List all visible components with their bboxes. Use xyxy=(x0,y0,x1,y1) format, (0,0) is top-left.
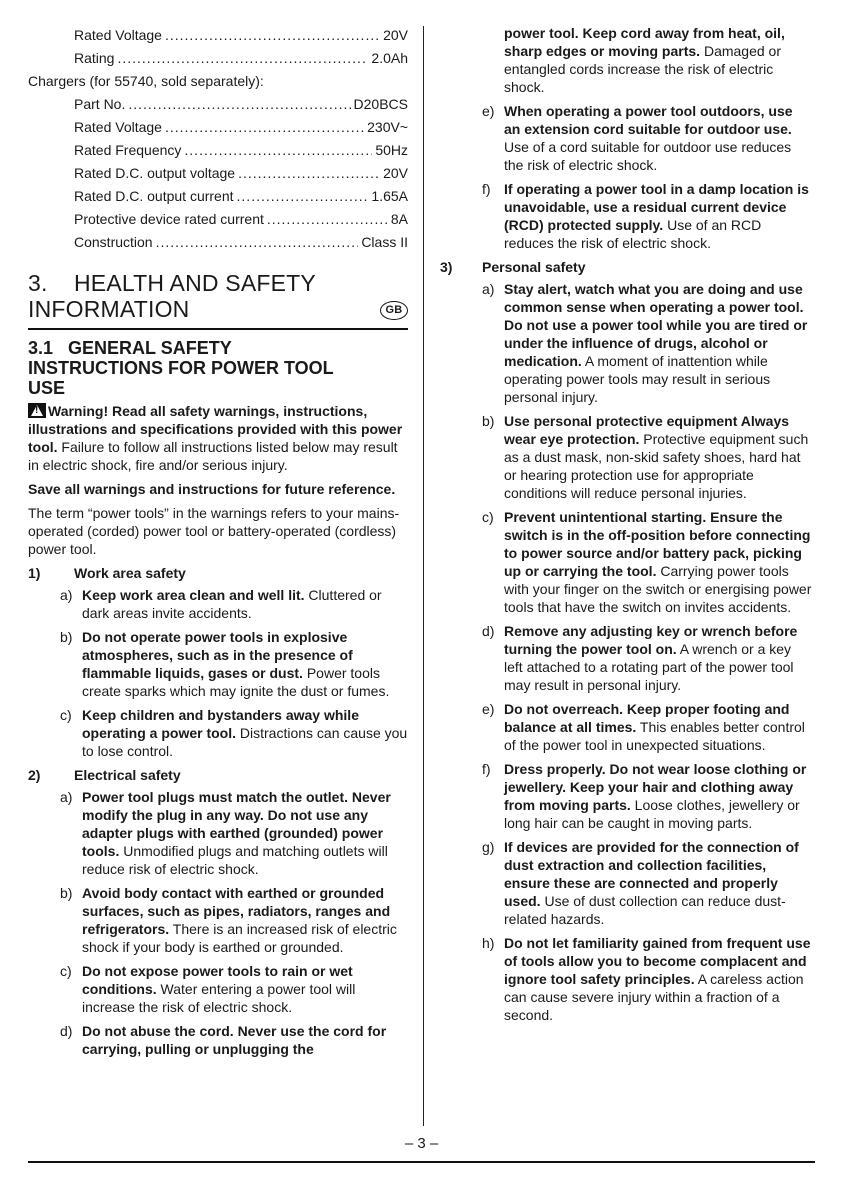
item-bold: Do not overreach. Keep proper footing and balance at all times. xyxy=(504,701,790,735)
spec-leader-dots xyxy=(165,24,380,47)
spec-leader-dots xyxy=(156,231,359,254)
warning-bold: Warning! Read all safety warnings, instructions, illustrations and specifications provided with this power tool. xyxy=(28,402,403,455)
item-plain: There is an increased risk of electric shock if your body is earthed or grounded. xyxy=(82,920,397,955)
section-num: 2) xyxy=(28,766,41,783)
item-text xyxy=(504,508,812,616)
section-title-line1: HEALTH AND SAFETY xyxy=(74,270,316,296)
item-plain: Use of dust collection can reduce dust-related hazards. xyxy=(504,893,786,927)
item-bold: Remove any adjusting key or wrench before turning the power tool on. xyxy=(504,623,798,657)
item-plain: Use of a cord suitable for outdoor use reduces the risk of electric shock. xyxy=(504,139,792,173)
left-column xyxy=(28,24,408,1064)
section-title-line2: INFORMATION xyxy=(28,296,190,322)
item-bold: Stay alert, watch what you are doing and use common sense when operating a power tool. Do not use a power tool while you are tired or under the influence of drugs, alcohol or medication. xyxy=(504,281,808,369)
item-plain: Power tools create sparks which may ignite the dust or fumes. xyxy=(82,664,390,699)
item-plain: Cluttered or dark areas invite accidents. xyxy=(82,586,382,621)
spec-label: Part No. xyxy=(74,96,126,112)
item-text xyxy=(82,788,408,878)
section-title: Electrical safety xyxy=(74,766,181,783)
item-letter: c) xyxy=(60,706,72,723)
list-item xyxy=(482,700,812,754)
list-item xyxy=(60,884,408,956)
item-text xyxy=(504,622,812,694)
spec-leader-dots xyxy=(184,139,372,162)
item-letter: d) xyxy=(482,623,495,639)
item-bold: Do not operate power tools in explosive atmospheres, such as in the presence of flammable liquids, gases or dust. xyxy=(82,628,353,681)
item-plain: A careless action can cause severe injury within a fraction of a second. xyxy=(504,971,804,1023)
item-letter: a) xyxy=(482,281,495,297)
list-item xyxy=(482,760,812,832)
list-item xyxy=(482,508,812,616)
spec-value: D20BCS xyxy=(353,96,408,112)
spec-row xyxy=(74,93,408,116)
item-text xyxy=(82,1022,408,1058)
item-letter: c) xyxy=(60,962,72,979)
item-bold: If operating a power tool in a damp location is unavoidable, use a residual current device (RCD) protected supply. xyxy=(504,181,809,233)
spec-row xyxy=(74,231,408,254)
item-bold: power tool. Keep cord away from heat, oil, sharp edges or moving parts. xyxy=(504,25,785,59)
spec-label: Rated D.C. output current xyxy=(74,188,234,204)
item-text xyxy=(82,706,408,760)
spec-label: Rated Frequency xyxy=(74,142,182,158)
spec-row xyxy=(74,162,408,185)
item-plain: Distractions can cause you to lose control. xyxy=(82,724,408,759)
spec-row xyxy=(74,24,408,47)
list-item xyxy=(482,934,812,1024)
item-text xyxy=(504,760,812,832)
spec-leader-dots xyxy=(117,47,368,70)
item-letter: a) xyxy=(60,788,73,805)
section-electrical xyxy=(28,766,408,784)
spec-label: Rated Voltage xyxy=(74,27,162,43)
list-item xyxy=(60,962,408,1016)
spec-label: Construction xyxy=(74,234,153,250)
spec-leader-dots xyxy=(238,162,380,185)
item-letter: f) xyxy=(482,181,491,197)
section-personal xyxy=(440,258,812,276)
item-letter: b) xyxy=(60,628,73,645)
item-letter: b) xyxy=(482,413,495,429)
subsection-heading xyxy=(28,338,408,398)
item-plain: Carrying power tools with your finger on the switch or energising power tools that have the switch on invites accidents. xyxy=(504,563,812,615)
item-text xyxy=(504,838,812,928)
item-bold: Keep work area clean and well lit. xyxy=(82,586,305,603)
item-letter: a) xyxy=(60,586,73,603)
spec-row xyxy=(74,208,408,231)
gb-badge-icon: GB xyxy=(380,301,408,320)
item-text xyxy=(504,934,812,1024)
item-letter: h) xyxy=(482,935,495,951)
spec-label: Rated D.C. output voltage xyxy=(74,165,236,181)
item-text xyxy=(504,700,812,754)
section-num: 1) xyxy=(28,564,41,581)
item-text xyxy=(504,412,812,502)
battery-specs xyxy=(28,24,408,70)
footer-rule xyxy=(28,1161,815,1163)
list-item xyxy=(60,628,408,700)
list-item xyxy=(482,838,812,928)
spec-value: 230V~ xyxy=(367,119,408,135)
spec-value: 1.65A xyxy=(371,188,408,204)
spec-value: Class II xyxy=(361,234,408,250)
item-plain: A wrench or a key left attached to a rotating part of the power tool may result in personal injury. xyxy=(504,641,794,693)
item-letter: f) xyxy=(482,761,491,777)
term-paragraph: The term “power tools” in the warnings refers to your mains-operated (corded) power tool or battery-operated (cordless) power tool. xyxy=(28,504,400,557)
section-work-area xyxy=(28,564,408,582)
item-text xyxy=(82,628,408,700)
item-text xyxy=(82,586,408,622)
list-item xyxy=(60,706,408,760)
column-divider xyxy=(423,26,424,1126)
heading-rule xyxy=(28,328,408,330)
spec-row xyxy=(74,47,408,70)
list-item xyxy=(482,622,812,694)
item-text xyxy=(82,884,408,956)
item-bold: Do not let familiarity gained from frequent use of tools allow you to become complacent and ignore tool safety principles. xyxy=(504,935,811,987)
item-plain: Use of an RCD reduces the risk of electric shock. xyxy=(504,217,762,251)
list-item-continued xyxy=(504,24,812,96)
list-item xyxy=(60,1022,408,1058)
list-item xyxy=(482,180,812,252)
section-number: 3. xyxy=(28,270,48,296)
spec-label: Rating xyxy=(74,50,115,66)
spec-value: 20V xyxy=(383,27,408,43)
item-plain: Damaged or entangled cords increase the risk of electric shock. xyxy=(504,43,781,95)
item-text xyxy=(504,280,812,406)
spec-leader-dots xyxy=(128,93,350,116)
item-bold: If devices are provided for the connection of dust extraction and collection facilities, ensure these are connected and properly used. xyxy=(504,839,799,909)
item-plain: Loose clothes, jewellery or long hair can be caught in moving parts. xyxy=(504,797,800,831)
warning-triangle-icon xyxy=(28,403,46,418)
right-column xyxy=(440,24,812,1030)
item-plain: Protective equipment such as a dust mask, non-skid safety shoes, hard hat or hearing protection use for appropriate conditions will reduce personal injuries. xyxy=(504,431,809,501)
spec-label: Rated Voltage xyxy=(74,119,162,135)
item-bold: When operating a power tool outdoors, use an extension cord suitable for outdoor use. xyxy=(504,103,793,137)
list-item xyxy=(60,788,408,878)
list-item xyxy=(482,102,812,174)
item-text xyxy=(504,180,812,252)
spec-value: 20V xyxy=(383,165,408,181)
subsection-line2: INSTRUCTIONS FOR POWER TOOL xyxy=(28,357,334,378)
list-item xyxy=(60,586,408,622)
spec-row xyxy=(74,139,408,162)
item-text xyxy=(82,962,408,1016)
warning-text: Failure to follow all instructions listed below may result in electric shock, fire and/or serious injury. xyxy=(28,438,398,473)
item-bold: Dress properly. Do not wear loose clothing or jewellery. Keep your hair and clothing away from moving parts. xyxy=(504,761,807,813)
spec-leader-dots xyxy=(165,116,364,139)
item-plain: A moment of inattention while operating power tools may result in serious personal injury. xyxy=(504,353,771,405)
spec-label: Protective device rated current xyxy=(74,211,264,227)
item-plain: Unmodified plugs and matching outlets will reduce risk of electric shock. xyxy=(82,842,388,877)
list-item xyxy=(482,280,812,406)
subsection-line1: 3.1 GENERAL SAFETY xyxy=(28,337,232,358)
spec-leader-dots xyxy=(237,185,369,208)
item-bold: Avoid body contact with earthed or grounded surfaces, such as pipes, radiators, ranges and refrigerators. xyxy=(82,884,391,937)
charger-specs xyxy=(28,93,408,254)
item-letter: c) xyxy=(482,509,494,525)
section-title: Work area safety xyxy=(74,564,186,581)
item-text xyxy=(504,102,812,174)
save-paragraph xyxy=(28,480,408,498)
spec-value: 2.0Ah xyxy=(371,50,408,66)
item-bold: Power tool plugs must match the outlet. Never modify the plug in any way. Do not use any adapter plugs with earthed (grounded) power tools. xyxy=(82,788,391,859)
spec-value: 50Hz xyxy=(375,142,408,158)
spec-row xyxy=(74,185,408,208)
page-number: – 3 – xyxy=(404,1135,439,1152)
item-bold: Do not abuse the cord. Never use the cord for carrying, pulling or unplugging the xyxy=(82,1022,387,1057)
section-num: 3) xyxy=(440,259,453,275)
section-title: Personal safety xyxy=(482,259,586,275)
save-text: Save all warnings and instructions for future reference. xyxy=(28,480,396,497)
list-item xyxy=(482,412,812,502)
item-letter: g) xyxy=(482,839,495,855)
spec-leader-dots xyxy=(267,208,388,231)
spec-row xyxy=(74,116,408,139)
item-bold: Use personal protective equipment Always wear eye protection. xyxy=(504,413,790,447)
subsection-line3: USE xyxy=(28,377,66,398)
chargers-heading: Chargers (for 55740, sold separately): xyxy=(28,73,264,89)
item-plain: This enables better control of the power tool in unexpected situations. xyxy=(504,719,805,753)
section-heading xyxy=(28,270,408,322)
spec-value: 8A xyxy=(390,211,408,227)
item-plain: Water entering a power tool will increase the risk of electric shock. xyxy=(82,980,356,1015)
item-letter: e) xyxy=(482,701,495,717)
item-bold: Do not expose power tools to rain or wet conditions. xyxy=(82,962,353,997)
item-bold: Keep children and bystanders away while operating a power tool. xyxy=(82,706,359,741)
item-letter: b) xyxy=(60,884,73,901)
item-bold: Prevent unintentional starting. Ensure the switch is in the off-position before connecting to power source and/or battery pack, picking up or carrying the tool. xyxy=(504,509,811,579)
warning-paragraph xyxy=(28,402,408,474)
item-letter: e) xyxy=(482,103,495,119)
item-letter: d) xyxy=(60,1022,73,1039)
